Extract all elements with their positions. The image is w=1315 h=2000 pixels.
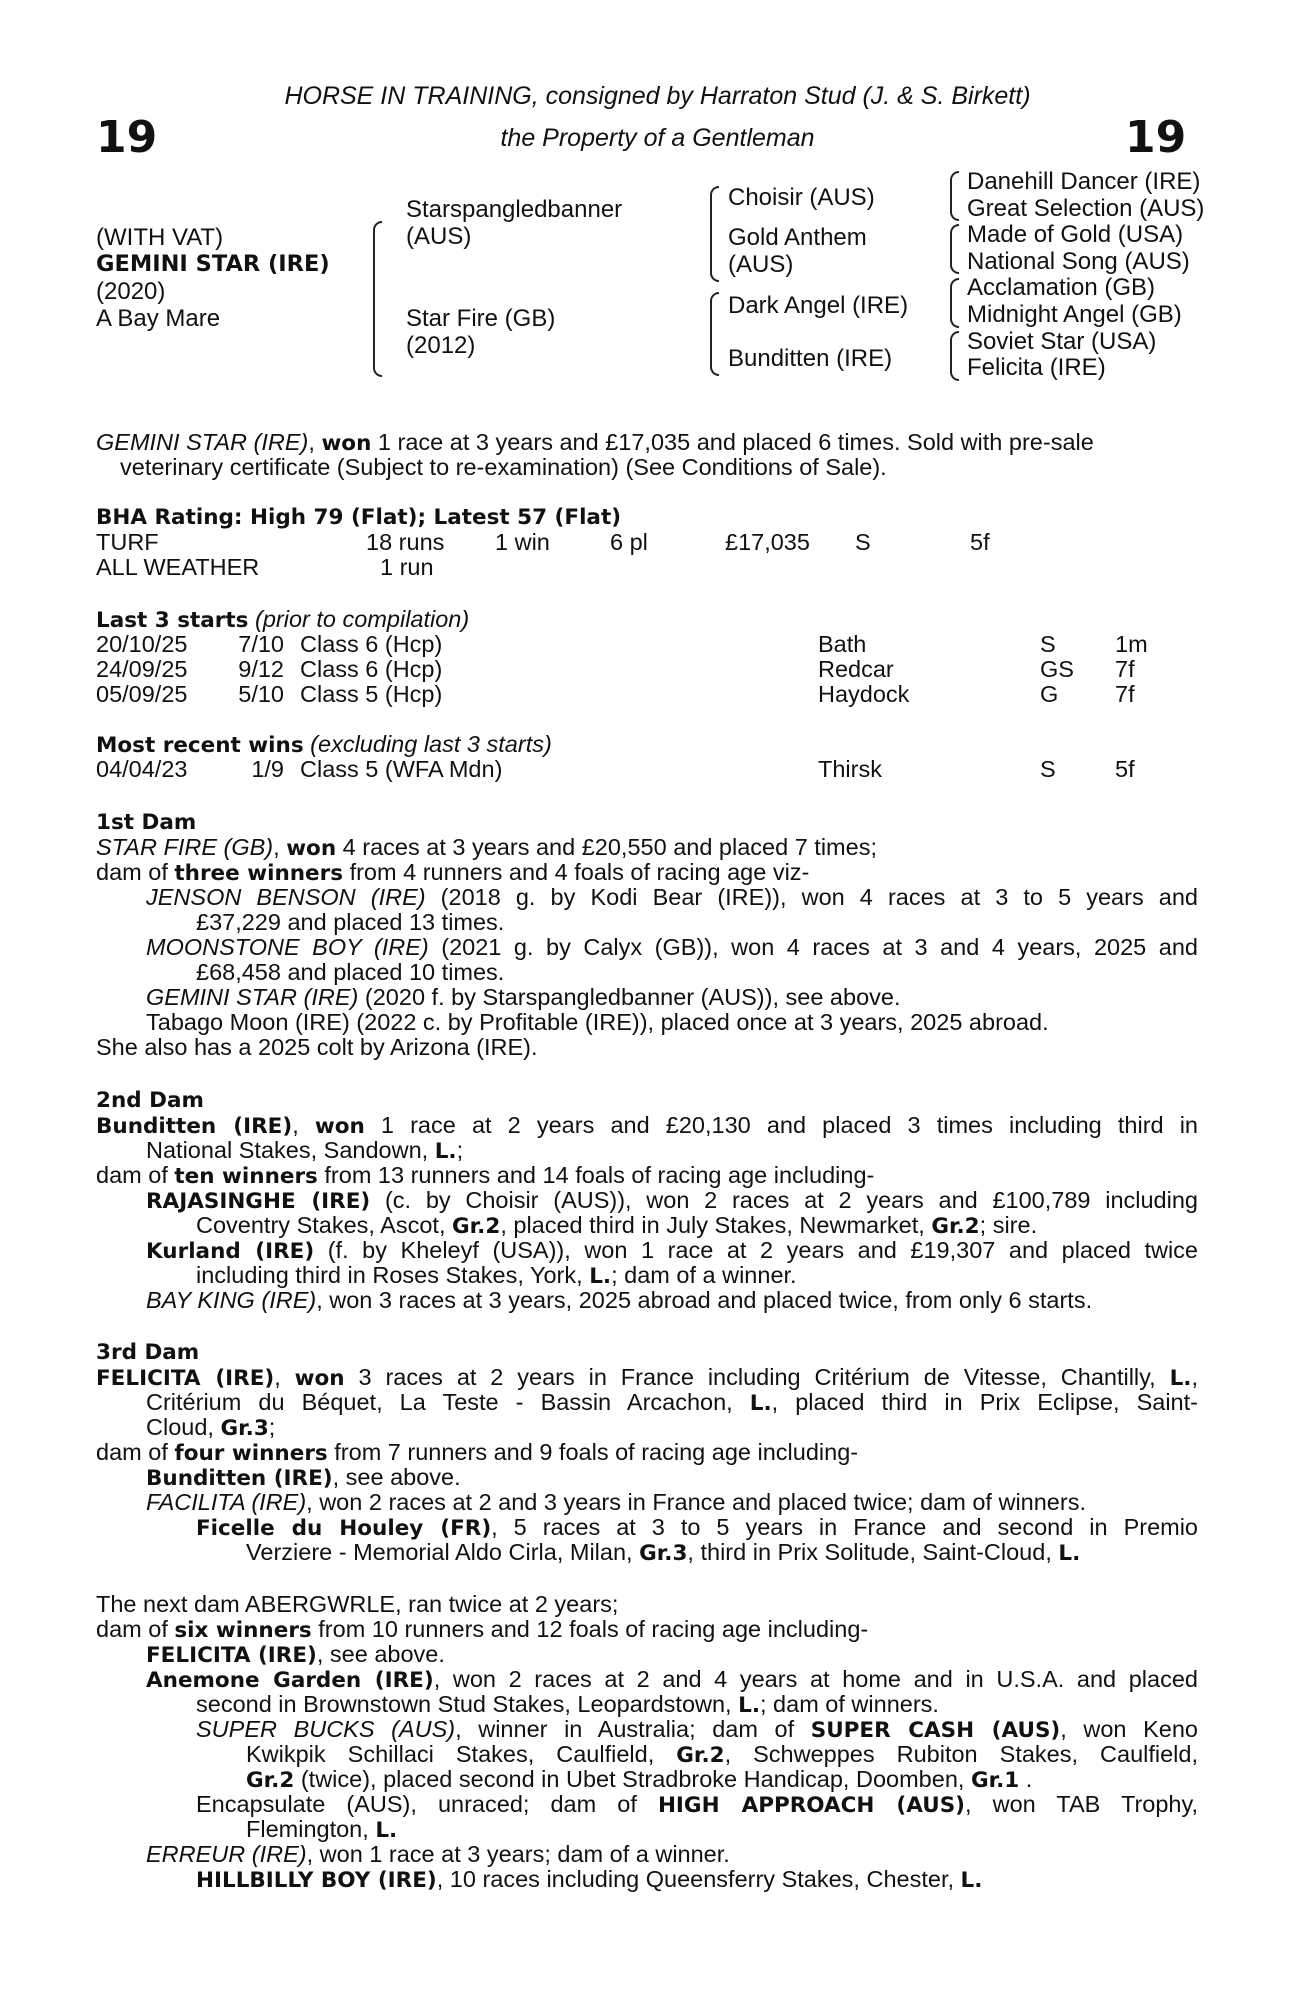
text: , won 2 races at 2 and 3 years in France and placed twice; dam of winners. — [306, 1489, 1086, 1515]
summary-text: 1 race at 3 years and £17,035 and placed 6 times. Sold with pre-sale — [371, 429, 1094, 455]
pedigree-brace — [950, 278, 959, 328]
listed-badge: L. — [589, 1264, 612, 1289]
text: (twice), placed second in Ubet Stradbroke Handicap, Doomben, — [294, 1766, 971, 1792]
sire-dam — [728, 224, 867, 278]
horse-block — [96, 224, 330, 332]
text: , won 1 race at 3 years; dam of a winner. — [306, 1841, 730, 1867]
won-label: won — [294, 1366, 345, 1391]
dam — [406, 305, 555, 359]
progeny-name: GEMINI STAR (IRE) — [146, 984, 359, 1010]
text: second in Brownstown Stud Stakes, Leopardstown, — [196, 1691, 739, 1717]
listed-badge: L. — [738, 1693, 760, 1718]
text: Flemington, — [246, 1816, 376, 1842]
second-dam-heading: 2nd Dam — [96, 1088, 204, 1113]
text: , won TAB Trophy, — [965, 1791, 1199, 1817]
progeny-line — [146, 1667, 1198, 1693]
next-dam-line: The next dam ABERGWRLE, ran twice at 2 years; — [96, 1591, 619, 1617]
progeny-name: FELICITA (IRE) — [146, 1643, 317, 1668]
winners-count: six winners — [174, 1618, 312, 1643]
ancestor: Soviet Star (USA) — [967, 327, 1157, 355]
text: National Stakes, Sandown, — [146, 1137, 435, 1163]
summary-line: GEMINI STAR (IRE), won 1 race at 3 years and £17,035 and placed 6 times. Sold with pre-sale — [96, 429, 1094, 456]
text: (f. by Kheleyf (USA)), won 1 race at 2 years and £19,307 and placed twice — [314, 1237, 1198, 1263]
progeny-line — [146, 1465, 461, 1491]
progeny-line — [146, 1188, 1198, 1214]
race-date: 20/10/25 — [96, 631, 188, 657]
race-date: 05/09/25 — [96, 681, 188, 707]
progeny-line: Tabago Moon (IRE) (2022 c. by Profitable (IRE)), placed once at 3 years, 2025 abroad. — [146, 1009, 1049, 1035]
group-badge: Gr.2 — [452, 1214, 501, 1239]
turf-going: S — [855, 529, 871, 555]
race-class: Class 5 (WFA Mdn) — [300, 756, 503, 782]
listed-badge: L. — [434, 1139, 457, 1164]
listed-badge: L. — [1169, 1366, 1192, 1391]
race-distance: 7f — [1115, 681, 1135, 707]
text: , 10 races including Queensferry Stakes, Chester, — [436, 1866, 961, 1892]
recent-wins-title: Most recent wins — [96, 733, 304, 758]
text: , third in Prix Solitude, Saint-Cloud, — [687, 1539, 1059, 1565]
recent-wins-note: (excluding last 3 starts) — [303, 731, 552, 757]
won-label: won — [286, 836, 337, 861]
text: , placed third in July Stakes, Newmarket, — [500, 1212, 932, 1238]
text: ; sire. — [979, 1212, 1038, 1238]
progeny-line — [146, 1288, 1092, 1313]
horse-name-italic: GEMINI STAR (IRE) — [96, 429, 309, 455]
winners-count: three winners — [174, 861, 344, 886]
third-generation — [967, 169, 1204, 382]
text: from 4 runners and 4 foals of racing age viz- — [343, 859, 810, 885]
race-distance: 1m — [1115, 631, 1148, 657]
won-label: won — [314, 1114, 365, 1139]
last-starts-heading — [96, 607, 469, 633]
horse-year: (2020) — [96, 278, 166, 305]
race-date: 04/04/23 — [96, 756, 188, 782]
race-class: Class 6 (Hcp) — [300, 656, 443, 682]
property-line: the Property of a Gentleman — [500, 124, 815, 152]
dam-name: FELICITA (IRE) — [96, 1366, 275, 1391]
race-going: S — [1040, 756, 1056, 782]
vat-label: (WITH VAT) — [96, 224, 224, 251]
text: ; — [456, 1137, 464, 1163]
text: , won Keno — [1060, 1716, 1198, 1742]
winners-count: four winners — [174, 1441, 328, 1466]
third-dam-heading: 3rd Dam — [96, 1340, 200, 1365]
summary-line: veterinary certificate (Subject to re-examination) (See Conditions of Sale). — [120, 454, 887, 480]
progeny-name: Kurland (IRE) — [146, 1239, 315, 1264]
progeny-line — [196, 1692, 939, 1718]
text: (2021 g. by Calyx (GB)), won 4 races at 3 and 4 years, 2025 and — [428, 934, 1198, 960]
sire-dam-name: Gold Anthem — [728, 224, 867, 251]
turf-distance: 5f — [970, 529, 990, 555]
sire-name: Starspangledbanner — [406, 196, 623, 223]
progeny-name: Bunditten (IRE) — [146, 1466, 333, 1491]
dam-line — [96, 1163, 874, 1189]
race-distance: 7f — [1115, 656, 1135, 682]
progeny-line — [196, 1867, 982, 1893]
dam-sire: Dark Angel (IRE) — [728, 292, 909, 319]
race-going: G — [1040, 681, 1059, 707]
race-going: S — [1040, 631, 1056, 657]
pedigree-brace — [373, 221, 382, 377]
progeny-name: SUPER BUCKS (AUS) — [196, 1716, 456, 1742]
text: ; dam of winners. — [760, 1691, 939, 1717]
progeny-line — [146, 1642, 445, 1668]
progeny-name: HIGH APPROACH (AUS) — [657, 1793, 966, 1818]
last-starts-note: (prior to compilation) — [248, 606, 470, 632]
progeny-line — [146, 985, 901, 1010]
ancestor: Acclamation (GB) — [967, 274, 1156, 302]
progeny-line: £68,458 and placed 10 times. — [196, 959, 505, 985]
text: dam of — [96, 1439, 175, 1465]
aw-label: ALL WEATHER — [96, 554, 260, 580]
text: Encapsulate (AUS), unraced; dam of — [196, 1791, 658, 1817]
dam-line — [146, 1390, 1198, 1416]
recent-wins-heading — [96, 732, 552, 758]
progeny-name: SUPER CASH (AUS) — [810, 1718, 1061, 1743]
progeny-line: £37,229 and placed 13 times. — [196, 909, 505, 935]
text: (2020 f. by Starspangledbanner (AUS)), see above. — [358, 984, 901, 1010]
progeny-name: Anemone Garden (IRE) — [146, 1668, 434, 1693]
sire — [406, 196, 622, 250]
sire-country: (AUS) — [406, 223, 472, 250]
text: from 10 runners and 12 foals of racing age including- — [311, 1616, 869, 1642]
ancestor: Made of Gold (USA) — [967, 221, 1184, 249]
pedigree-brace — [950, 224, 959, 274]
race-distance: 5f — [1115, 756, 1135, 782]
text: , — [1191, 1364, 1198, 1390]
text: dam of — [96, 1616, 175, 1642]
progeny-name: RAJASINGHE (IRE) — [146, 1189, 371, 1214]
text: (2018 g. by Kodi Bear (IRE)), won 4 races at 3 to 5 years and — [425, 884, 1198, 910]
group-badge: Gr.3 — [639, 1541, 688, 1566]
text: 3 races at 2 years in France including Critérium de Vitesse, Chantilly, — [344, 1364, 1170, 1390]
text: . — [1019, 1766, 1033, 1792]
listed-badge: L. — [749, 1391, 772, 1416]
first-dam-heading: 1st Dam — [96, 810, 197, 835]
race-course: Thirsk — [818, 756, 882, 782]
lot-number-left: 19 — [96, 112, 158, 163]
ancestor: Great Selection (AUS) — [967, 194, 1205, 222]
text: Critérium du Béquet, La Teste - Bassin Arcachon, — [146, 1389, 750, 1415]
aw-runs: 1 run — [380, 554, 434, 580]
race-course: Bath — [818, 631, 867, 657]
race-pos: 5/10 — [238, 681, 284, 707]
text: , winner in Australia; dam of — [455, 1716, 811, 1742]
ancestor: National Song (AUS) — [967, 247, 1190, 275]
turf-prize: £17,035 — [725, 529, 810, 555]
dam-line — [96, 860, 809, 886]
text: Cloud, — [146, 1414, 221, 1440]
winners-count: ten winners — [174, 1164, 318, 1189]
text: 1 race at 2 years and £20,130 and placed 3 times including third in — [364, 1112, 1199, 1138]
progeny-line — [246, 1742, 1198, 1768]
dam-line — [96, 1440, 858, 1466]
text: , see above. — [316, 1641, 445, 1667]
dam-name: STAR FIRE (GB) — [96, 834, 274, 860]
group-badge: Gr.2 — [246, 1768, 295, 1793]
pedigree-brace — [950, 331, 959, 381]
progeny-name: MOONSTONE BOY (IRE) — [146, 934, 429, 960]
progeny-line — [246, 1767, 1032, 1793]
lot-number-right: 19 — [1125, 112, 1187, 163]
progeny-line — [196, 1213, 1037, 1239]
progeny-line — [196, 1792, 1198, 1818]
ancestor: Felicita (IRE) — [967, 354, 1106, 382]
group-badge: Gr.3 — [220, 1416, 269, 1441]
dam-line: Bunditten (IRE), won 1 race at 2 years and £20,130 and placed 3 times including third in — [96, 1112, 1199, 1139]
progeny-line — [246, 1540, 1080, 1566]
dam-dam: Bunditten (IRE) — [728, 345, 893, 372]
pedigree-brace — [710, 292, 719, 376]
progeny-line — [196, 1263, 797, 1289]
race-course: Haydock — [818, 681, 910, 707]
progeny-line — [196, 1717, 1198, 1743]
dam-line — [146, 1415, 275, 1441]
race-date: 24/09/25 — [96, 656, 188, 682]
race-class: Class 5 (Hcp) — [300, 681, 443, 707]
race-going: GS — [1040, 656, 1074, 682]
turf-placed: 6 pl — [610, 529, 648, 555]
progeny-name: ERREUR (IRE) — [146, 1841, 307, 1867]
sire-dam-country: (AUS) — [728, 251, 794, 278]
text: ; dam of a winner. — [611, 1262, 797, 1288]
horse-description: A Bay Mare — [96, 305, 221, 332]
text: , won 2 races at 2 and 4 years at home and in U.S.A. and placed — [433, 1666, 1198, 1692]
race-pos: 1/9 — [251, 756, 284, 782]
text: , placed third in Prix Eclipse, Saint- — [771, 1389, 1198, 1415]
turf-label: TURF — [96, 529, 159, 555]
bha-rating: BHA Rating: High 79 (Flat); Latest 57 (Flat) — [96, 505, 622, 530]
progeny-line — [196, 1515, 1198, 1541]
progeny-line — [146, 1842, 730, 1867]
sire-sire: Choisir (AUS) — [728, 184, 875, 211]
progeny-line — [146, 935, 1198, 960]
progeny-line — [246, 1817, 397, 1843]
text: (c. by Choisir (AUS)), won 2 races at 2 years and £100,789 including — [370, 1187, 1198, 1213]
dam-name: Bunditten (IRE) — [96, 1114, 293, 1139]
dam-name: Star Fire (GB) — [406, 305, 556, 332]
group-badge: Gr.2 — [676, 1743, 725, 1768]
consignor-line: HORSE IN TRAINING, consigned by Harraton Stud (J. & S. Birkett) — [284, 82, 1031, 110]
listed-badge: L. — [375, 1818, 398, 1843]
text: , see above. — [332, 1464, 461, 1490]
text: including third in Roses Stakes, York, — [196, 1262, 590, 1288]
dam-line: STAR FIRE (GB), won 4 races at 3 years and £20,550 and placed 7 times; — [96, 834, 877, 861]
group-badge: Gr.1 — [970, 1768, 1020, 1793]
text: dam of — [96, 1162, 175, 1188]
text: Verziere - Memorial Aldo Cirla, Milan, — [246, 1539, 640, 1565]
ancestor: Danehill Dancer (IRE) — [967, 168, 1201, 195]
text: Coventry Stakes, Ascot, — [196, 1212, 452, 1238]
last-starts-title: Last 3 starts — [96, 608, 249, 633]
text: Kwikpik Schillaci Stakes, Caulfield, — [246, 1741, 677, 1767]
dam-line: She also has a 2025 colt by Arizona (IRE). — [96, 1034, 538, 1060]
won-label: won — [321, 431, 372, 456]
listed-badge: L. — [1058, 1541, 1081, 1566]
text: , Schweppes Rubiton Stakes, Caulfield, — [724, 1741, 1199, 1767]
text: , won 3 races at 3 years, 2025 abroad and placed twice, from only 6 starts. — [316, 1287, 1093, 1313]
turf-wins: 1 win — [495, 529, 550, 555]
text: from 13 runners and 14 foals of racing age including- — [317, 1162, 875, 1188]
text: from 7 runners and 9 foals of racing age including- — [327, 1439, 859, 1465]
progeny-name: JENSON BENSON (IRE) — [146, 884, 426, 910]
race-pos: 7/10 — [238, 631, 284, 657]
progeny-name: FACILITA (IRE) — [146, 1489, 307, 1515]
next-dam-line — [96, 1617, 868, 1643]
turf-runs: 18 runs — [366, 529, 445, 555]
race-class: Class 6 (Hcp) — [300, 631, 443, 657]
progeny-name: HILLBILLY BOY (IRE) — [196, 1868, 437, 1893]
listed-badge: L. — [960, 1868, 983, 1893]
horse-name: GEMINI STAR (IRE) — [96, 251, 330, 277]
progeny-line — [146, 885, 1198, 910]
text: ; — [268, 1414, 276, 1440]
dam-line: FELICITA (IRE), won 3 races at 2 years in France including Critérium de Vitesse, Chantilly, L., — [96, 1364, 1198, 1391]
progeny-name: Ficelle du Houley (FR) — [196, 1516, 492, 1541]
dam-year: (2012) — [406, 332, 476, 359]
progeny-line — [146, 1490, 1086, 1515]
pedigree-brace — [710, 186, 719, 282]
progeny-line — [146, 1238, 1198, 1264]
progeny-name: BAY KING (IRE) — [146, 1287, 317, 1313]
dam-line — [146, 1138, 463, 1164]
race-pos: 9/12 — [238, 656, 284, 682]
pedigree-brace — [950, 171, 959, 221]
race-course: Redcar — [818, 656, 894, 682]
ancestor: Midnight Angel (GB) — [967, 300, 1182, 328]
group-badge: Gr.2 — [931, 1214, 980, 1239]
text: dam of — [96, 859, 175, 885]
dam-text: 4 races at 3 years and £20,550 and placed 7 times; — [336, 834, 877, 860]
text: , 5 races at 3 to 5 years in France and second in Premio — [491, 1514, 1198, 1540]
